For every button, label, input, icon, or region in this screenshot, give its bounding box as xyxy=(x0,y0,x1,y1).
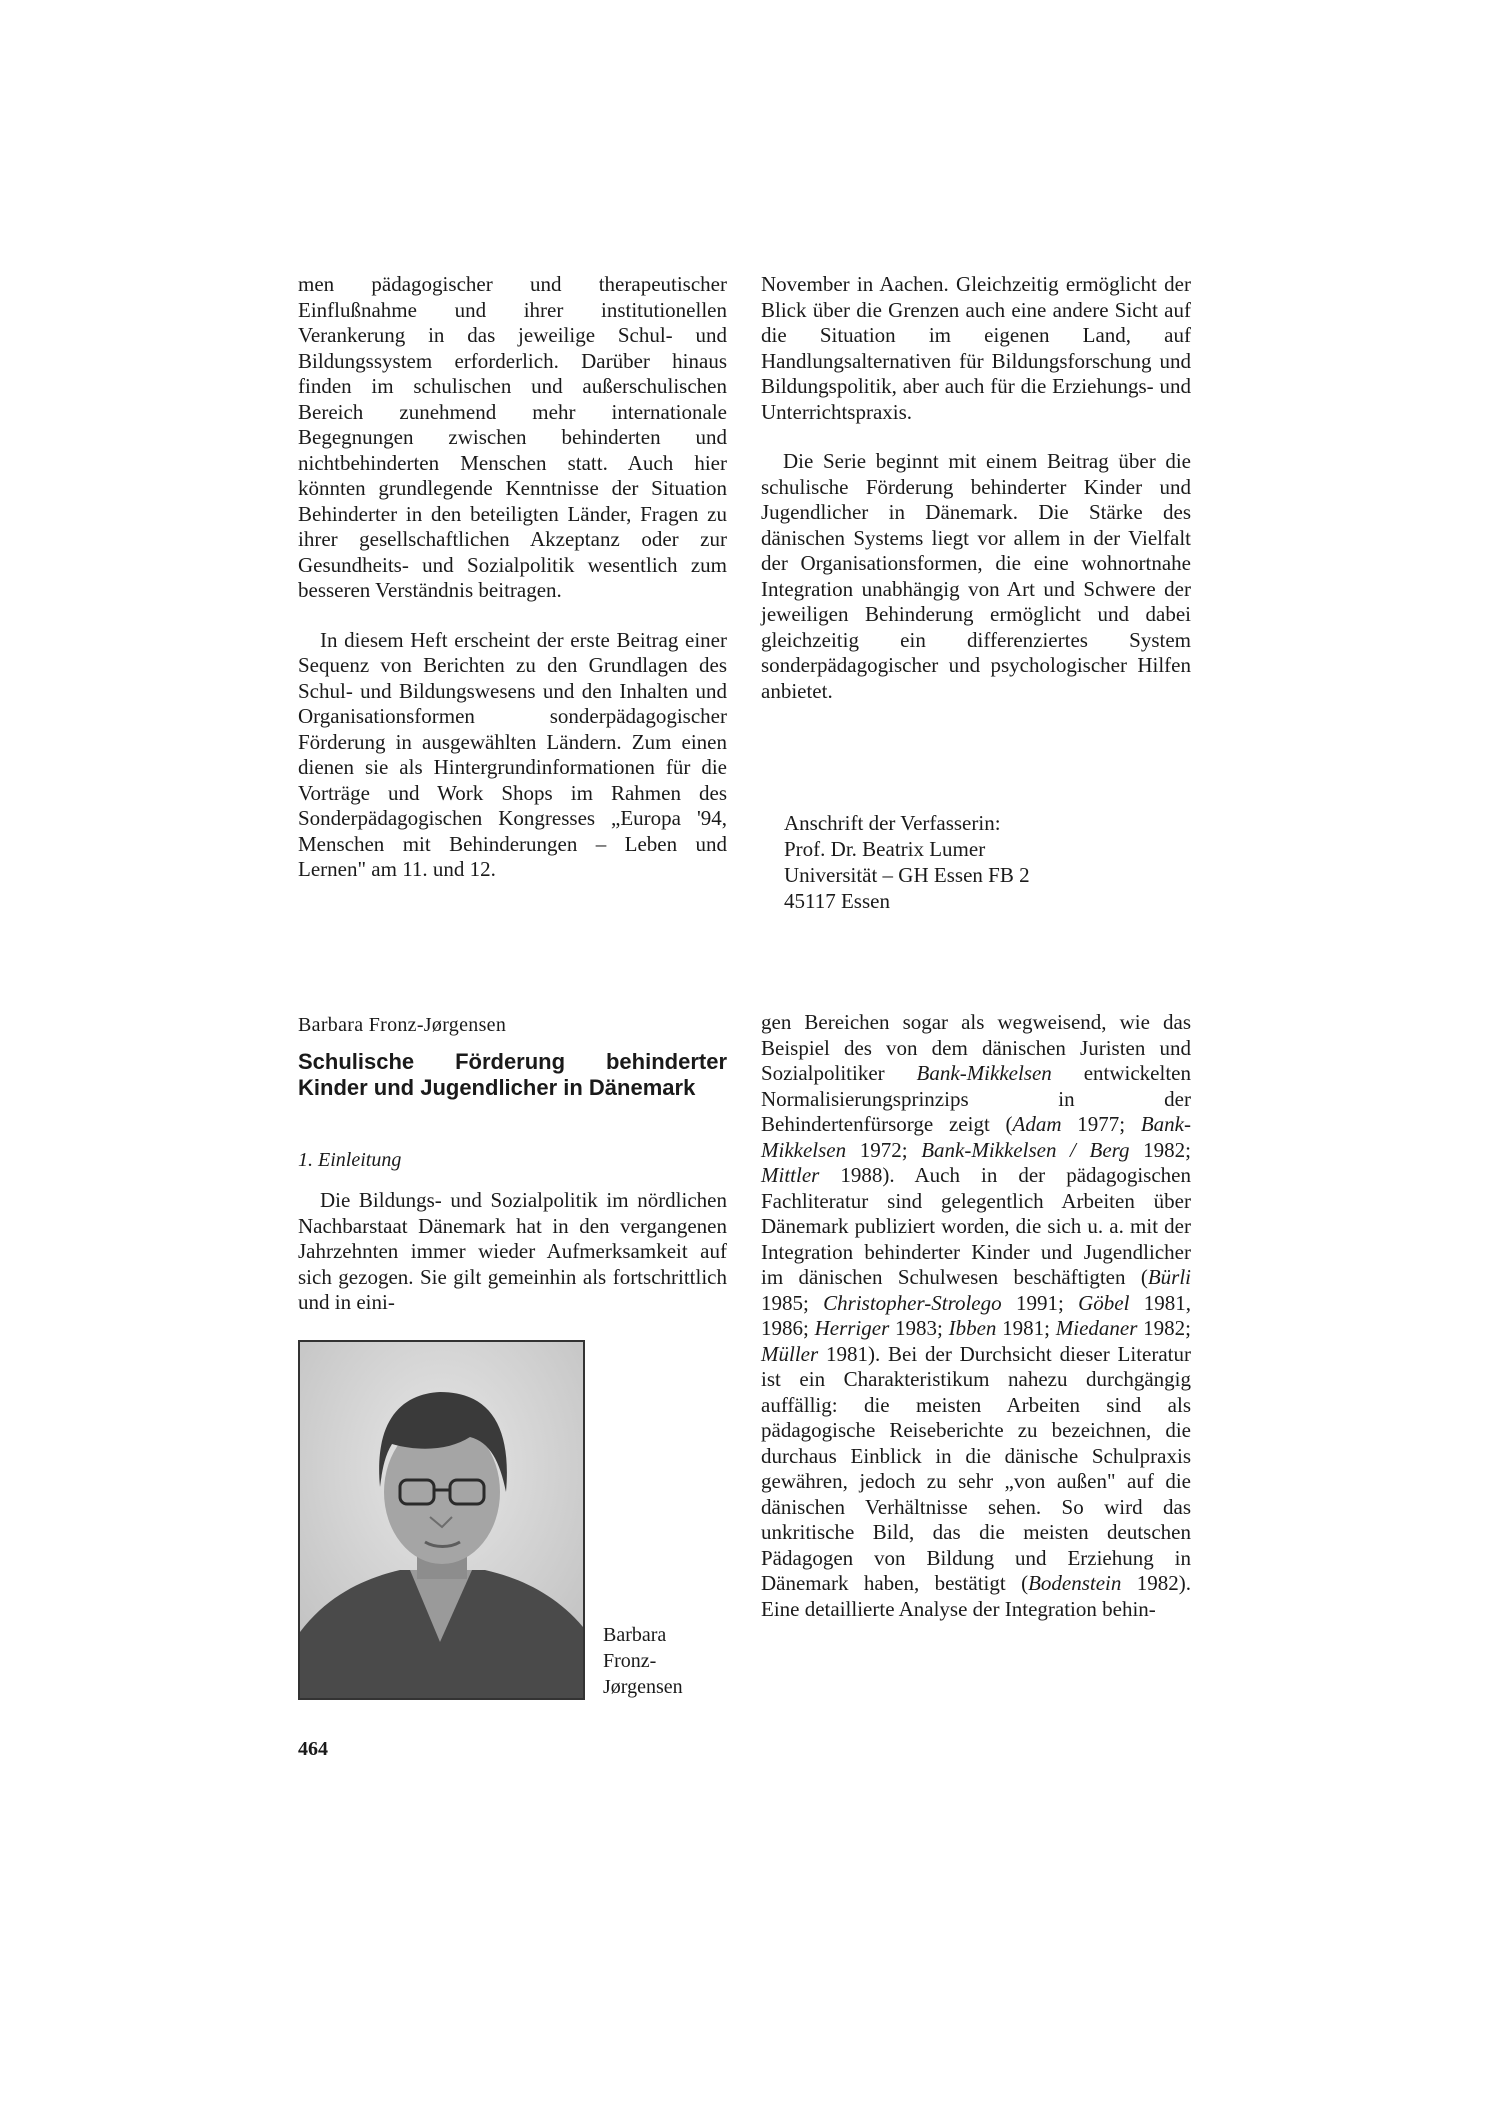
photo-caption xyxy=(603,1622,683,1700)
address-label: Anschrift der Verfasserin: xyxy=(784,811,1001,835)
text-run: 1983; xyxy=(889,1316,949,1340)
caption-line: Jørgensen xyxy=(603,1676,683,1698)
paragraph: In diesem Heft erscheint der erste Beitrag einer Sequenz von Berichten zu den Grundlagen des Schul- und Bildungswesens und den Inhalten und Organisationsformen sonderpädagogischer Förderung in ausgewählten Ländern. Zum einen dienen sie als Hintergrundinformationen für die Vorträge und Work Shops im Rahmen des Sonderpädagogischen Kongresses „Europa '94, Menschen mit Behinderungen – Leben und Lernen" am 11. und 12. xyxy=(298,627,727,881)
intro-paragraph: Die Bildungs- und Sozialpolitik im nördlichen Nachbarstaat Dänemark hat in den vergangenen Jahrzehnten immer wieder Aufmerksamkeit auf sich gezogen. Sie gilt gemeinhin als fortschrittlich und in eini- xyxy=(298,1188,727,1314)
citation-name: Bodenstein xyxy=(1028,1571,1122,1595)
column-bottom-right xyxy=(761,1010,1191,1622)
citation-name: Müller xyxy=(761,1341,819,1366)
article-author: Barbara Fronz-Jørgensen xyxy=(298,1014,507,1036)
text-run: 1982). Eine detaillierte Analyse der Integration behin- xyxy=(761,1571,1191,1621)
text-run: 1981). Bei der Durchsicht dieser Literatur ist ein Charakteristikum nahezu durchgängig auffällig: die meisten Arbeiten sind als pädagogische Reiseberichte zu bezeichnen, die durchaus Einblick in die dänische Schulpraxis gewähren, jedoch zu sehr „von außen" auf die dänischen Verhältnisse sehen. So wird das unkritische Bild, das die meisten deutschen Pädagogen von Bildung und Erziehung in Dänemark haben, bestätigt ( xyxy=(761,1341,1191,1595)
citation-name: Christopher-Strolego xyxy=(823,1290,1002,1315)
citation-name: Bank-Mikkelsen / Berg xyxy=(921,1137,1130,1162)
text-run: 1977; xyxy=(1061,1112,1141,1136)
citation-name: Bank-Mikkelsen xyxy=(761,1112,1191,1162)
column-top-left xyxy=(298,272,727,883)
citation-name: Bank-Mikkelsen xyxy=(916,1061,1052,1085)
author-address xyxy=(784,810,1184,914)
address-city: 45117 Essen xyxy=(784,889,890,913)
article-title: Schulische Förderung behinderter Kinder und Jugendlicher in Dänemark xyxy=(298,1049,727,1100)
address-institution: Universität – GH Essen FB 2 xyxy=(784,863,1030,887)
citation-name: Miedaner xyxy=(1055,1316,1138,1340)
page-number: 464 xyxy=(298,1738,328,1760)
caption-line: Barbara xyxy=(603,1624,667,1646)
text-run: 1981; xyxy=(996,1316,1056,1340)
paragraph: Die Serie beginnt mit einem Beitrag über die schulische Förderung behinderter Kinder und Jugendlicher in Dänemark. Die Stärke des dänischen Systems liegt vor allem in der Vielfalt der Organisationsformen, die eine wohnortnahe Integration unabhängig von Art und Schwere der jeweiligen Behinderung ermöglicht und dabei gleichzeitig ein differenziertes System sonderpädagogischer und psychologischer Hilfen anbietet. xyxy=(761,449,1191,703)
paragraph: November in Aachen. Gleichzeitig ermöglicht der Blick über die Grenzen auch eine andere Sicht auf die Situation im eigenen Land, auf Handlungsalternativen für Bildungsforschung und Bildungspolitik, aber auch für die Erziehungs- und Unterrichtspraxis. xyxy=(761,272,1191,424)
citation-name: Göbel xyxy=(1078,1290,1130,1315)
text-run: 1988). Auch in der pädagogischen Fachliteratur sind gelegentlich Arbeiten über Dänemark publiziert worden, die sich u. a. mit der Integration behinderter Kinder und Jugendlicher im dänischen Schulwesen beschäftigten ( xyxy=(761,1163,1191,1289)
text-run: 1991; xyxy=(1001,1290,1079,1315)
author-photo xyxy=(298,1340,585,1700)
text-run: 1982; xyxy=(1129,1137,1191,1162)
text-run: entwickelten Normalisierungsprinzips in der Behindertenfürsorge zeigt ( xyxy=(761,1061,1191,1136)
text-run: 1981, 1986; xyxy=(761,1290,1191,1340)
text-run: gen Bereichen sogar als wegweisend, wie das Beispiel des von dem dänischen Juristen und Sozialpolitiker xyxy=(761,1010,1191,1085)
citation-name: Ibben xyxy=(948,1316,997,1340)
text-run: 1982; xyxy=(1137,1316,1191,1340)
text-run: 1985; xyxy=(761,1290,824,1315)
text-run: 1972; xyxy=(846,1137,922,1162)
column-top-right xyxy=(761,272,1191,704)
paragraph: men pädagogischer und therapeutischer Einflußnahme und ihrer institutionellen Verankerung in das jeweilige Schul- und Bildungssystem erforderlich. Darüber hinaus finden im schulischen und außerschulischen Bereich zunehmend mehr internationale Begegnungen zwischen behinderten und nichtbehinderten Menschen statt. Auch hier könnten grundlegende Kenntnisse der Situation Behinderter in den beteiligten Länder, Fragen zu ihrer gesellschaftlichen Akzeptanz oder zur Gesundheits- und Sozialpolitik wesentlich zum besseren Verständnis beitragen. xyxy=(298,272,727,602)
section-heading: 1. Einleitung xyxy=(298,1149,402,1171)
address-name: Prof. Dr. Beatrix Lumer xyxy=(784,837,986,861)
citation-name: Bürli xyxy=(1147,1265,1191,1289)
caption-line: Fronz- xyxy=(603,1650,657,1672)
citation-name: Herriger xyxy=(814,1316,890,1340)
citation-name: Mittler xyxy=(761,1163,820,1187)
citation-name: Adam xyxy=(1012,1112,1062,1136)
